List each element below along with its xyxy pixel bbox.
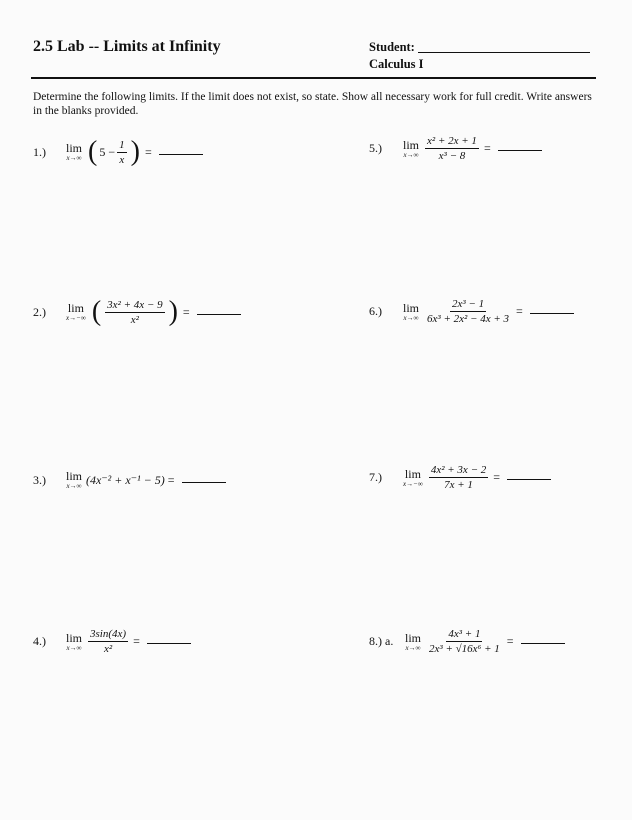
answer-blank-4[interactable] <box>147 643 191 644</box>
constant-term: 5 − <box>99 144 116 159</box>
left-paren: ( <box>88 136 98 167</box>
problem-3 <box>33 470 226 490</box>
problem-6 <box>369 298 574 325</box>
left-paren: ( <box>91 296 102 327</box>
answer-blank-6[interactable] <box>530 313 574 314</box>
right-paren: ) <box>168 296 178 327</box>
limit-operator: lim x→∞ <box>66 630 83 652</box>
problem-number: 4.) <box>33 634 46 648</box>
equals-sign: = <box>133 634 140 648</box>
fraction: $\frac{\text{x² + 2x + 1}}{\text{x³ − 8}}$ <box>427 135 477 162</box>
answer-blank-8a[interactable] <box>521 643 565 644</box>
problem-1 <box>33 138 203 166</box>
header-divider <box>31 77 596 79</box>
equals-sign: = <box>493 470 501 484</box>
limit-operator: lim x→−∞ <box>66 301 86 322</box>
problem-number: 7.) <box>369 470 382 484</box>
fraction: $\frac{\text{4x² + 3x − 2}}{7x + 1}$ <box>430 464 487 491</box>
page-title: 2.5 Lab -- Limits at Infinity <box>33 38 221 55</box>
answer-blank-7[interactable] <box>507 479 551 480</box>
student-name-blank[interactable] <box>418 52 590 53</box>
limit-operator: lim x→−∞ <box>403 466 423 488</box>
limit-operator: lim x→∞ <box>403 300 420 322</box>
limit-expression: (4x⁻² + x⁻¹ − 5) <box>86 472 165 487</box>
problem-4 <box>33 628 191 655</box>
fraction: $\frac{3\sin(4x)}{\text{x²}}$ <box>90 628 127 655</box>
problem-number: 1.) <box>33 144 46 159</box>
problem-number: 2.) <box>33 304 46 319</box>
right-paren: ) <box>130 136 140 167</box>
problem-5 <box>369 135 542 162</box>
equals-sign: = <box>516 304 523 318</box>
answer-blank-3[interactable] <box>182 482 226 483</box>
problem-number: 3.) <box>33 472 46 487</box>
equals-sign: = <box>483 141 491 155</box>
fraction: $\frac{\text{2x³ − 1}}{\text{6x³ + 2x² − 4x + 3}}$ <box>427 298 510 325</box>
limit-operator: lim x→∞ <box>405 630 422 652</box>
answer-blank-1[interactable] <box>159 154 203 155</box>
problem-8a <box>369 628 565 655</box>
equals-sign: = <box>144 144 152 159</box>
answer-blank-2[interactable] <box>197 314 241 315</box>
answer-blank-5[interactable] <box>498 150 542 151</box>
fraction: $\frac{\text{4x³ + 1}}{\text{2x³ + √16x⁶ + 1}}$ <box>429 628 500 655</box>
problem-number: 5.) <box>369 141 382 155</box>
limit-operator: lim x→∞ <box>66 469 83 490</box>
problem-2 <box>33 298 241 326</box>
problem-number: 8.) a. <box>369 634 394 648</box>
limit-operator: lim x→∞ <box>403 137 420 159</box>
problem-number: 6.) <box>369 304 382 318</box>
instructions: Determine the following limits. If the limit does not exist, so state. Show all necessary work for full credit. Write answers in the blanks provided. <box>33 91 592 117</box>
course-name: Calculus I <box>369 57 424 71</box>
equals-sign: = <box>506 634 514 648</box>
limit-operator: lim x→∞ <box>66 141 83 162</box>
student-label: Student: <box>369 40 415 54</box>
fraction: $\frac{\text{3x² + 4x − 9}}{\text{x²}}$ <box>107 298 163 326</box>
problem-7 <box>369 464 551 491</box>
equals-sign: = <box>167 472 175 487</box>
equals-sign: = <box>182 304 190 319</box>
fraction: $\frac{1}{x}$ <box>119 138 125 166</box>
